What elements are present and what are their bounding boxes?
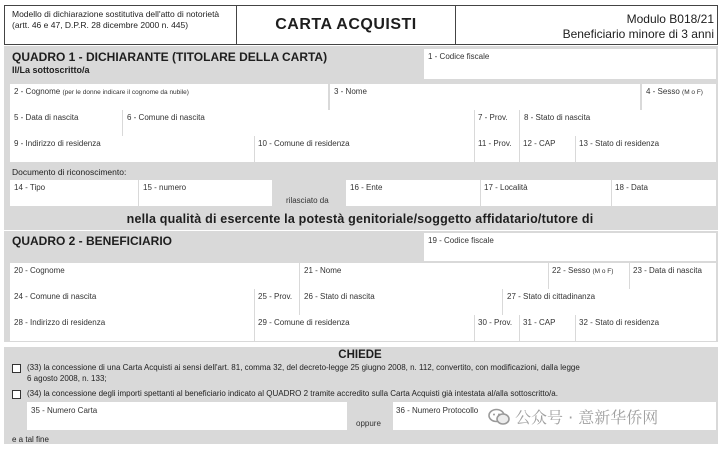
- nome-beneficiario-label: 21 - Nome: [304, 266, 342, 275]
- indirizzo-residenza-beneficiario-label: 28 - Indirizzo di residenza: [14, 318, 106, 327]
- localita-label: 17 - Località: [484, 183, 528, 192]
- qualita-statement: nella qualità di esercente la potestà genitoriale/soggetto affidatario/tutore di: [126, 212, 594, 226]
- cognome-beneficiario-label: 20 - Cognome: [14, 266, 65, 275]
- ente-label: 16 - Ente: [350, 183, 383, 192]
- option-34-checkbox[interactable]: [12, 390, 21, 399]
- prov-residenza-label: 11 - Prov.: [478, 139, 512, 148]
- documento-label: Documento di riconoscimento:: [12, 167, 127, 177]
- comune-residenza-label: 10 - Comune di residenza: [258, 139, 350, 148]
- footer-text: e a tal fine: [12, 435, 49, 444]
- quadro1-subtitle: Il/La sottoscritto/a: [12, 65, 90, 75]
- cittadinanza-beneficiario-label: 27 - Stato di cittadinanza: [507, 292, 596, 301]
- chiede-title: CHIEDE: [338, 349, 382, 361]
- codice-fiscale-label: 1 - Codice fiscale: [428, 52, 490, 61]
- wechat-icon: [488, 408, 510, 426]
- sesso-beneficiario-options: (M o F): [592, 268, 614, 275]
- option-33-text-line2: 6 agosto 2008, n. 133;: [27, 374, 107, 383]
- prov-nascita-beneficiario-label: 25 - Prov.: [258, 292, 293, 301]
- cap-beneficiario-label: 31 - CAP: [523, 318, 556, 327]
- prov-residenza-beneficiario-label: 30 - Prov.: [478, 318, 513, 327]
- module-subtitle: Beneficiario minore di 3 anni: [562, 27, 714, 41]
- nome-field[interactable]: [330, 84, 640, 110]
- form-title: CARTA ACQUISTI: [275, 16, 417, 33]
- quadro1-title: QUADRO 1 - DICHIARANTE (TITOLARE DELLA CARTA): [12, 50, 328, 64]
- quadro2-title: QUADRO 2 - BENEFICIARIO: [12, 234, 173, 248]
- comune-nascita-beneficiario-label: 24 - Comune di nascita: [14, 292, 97, 301]
- data-nascita-label: 5 - Data di nascita: [14, 113, 79, 122]
- watermark-text: 公众号 · 意新华侨网: [515, 408, 659, 427]
- comune-residenza-beneficiario-label: 29 - Comune di residenza: [258, 318, 350, 327]
- option-33-checkbox[interactable]: [12, 364, 21, 373]
- numero-protocollo-label: 36 - Numero Protocollo: [396, 406, 479, 415]
- stato-nascita-label: 8 - Stato di nascita: [524, 113, 591, 122]
- cognome-note: (per le donne indicare il cognome da nubile): [62, 89, 189, 96]
- sesso-label: 4 - Sesso (M o F): [646, 87, 703, 96]
- stato-residenza-label: 13 - Stato di residenza: [579, 139, 660, 148]
- rilasciato-da-label: rilasciato da: [286, 196, 329, 205]
- sesso-options: (M o F): [682, 89, 703, 96]
- numero-documento-label: 15 - numero: [143, 183, 187, 192]
- stato-nascita-beneficiario-label: 26 - Stato di nascita: [304, 292, 375, 301]
- watermark: [488, 405, 658, 428]
- nome-label: 3 - Nome: [334, 87, 367, 96]
- indirizzo-residenza-label: 9 - Indirizzo di residenza: [14, 139, 101, 148]
- comune-nascita-label: 6 - Comune di nascita: [127, 113, 205, 122]
- data-documento-label: 18 - Data: [615, 183, 648, 192]
- cognome-label: 2 - Cognome (per le donne indicare il cognome da nubile): [14, 87, 189, 96]
- codice-fiscale-beneficiario-label: 19 - Codice fiscale: [428, 236, 494, 245]
- header-left-text: Modello di dichiarazione sostitutiva dell'atto di notorietà (artt. 46 e 47, D.P.R. 28 dicembre 2000 n. 445): [12, 9, 220, 30]
- option-33-text-line1: (33) la concessione di una Carta Acquisti ai sensi dell'art. 81, comma 32, del decreto-legge 25 giugno 2008, n. 112, convertito, con modificazioni, dalla legge: [27, 363, 580, 372]
- tipo-documento-label: 14 - Tipo: [14, 183, 46, 192]
- numero-carta-label: 35 - Numero Carta: [31, 406, 98, 415]
- cap-label: 12 - CAP: [523, 139, 556, 148]
- stato-residenza-beneficiario-label: 32 - Stato di residenza: [579, 318, 660, 327]
- option-34-text: (34) la concessione degli importi spettanti al beneficiario indicato al QUADRO 2 tramite accredito sulla Carta Acquisti già intestata al/alla sottoscritto/a.: [27, 389, 558, 398]
- sesso-beneficiario-label: 22 - Sesso (M o F): [552, 266, 614, 275]
- module-code: Modulo B018/21: [626, 12, 714, 26]
- data-nascita-beneficiario-label: 23 - Data di nascita: [633, 266, 702, 275]
- prov-nascita-label: 7 - Prov.: [478, 113, 508, 122]
- oppure-label: oppure: [356, 419, 381, 428]
